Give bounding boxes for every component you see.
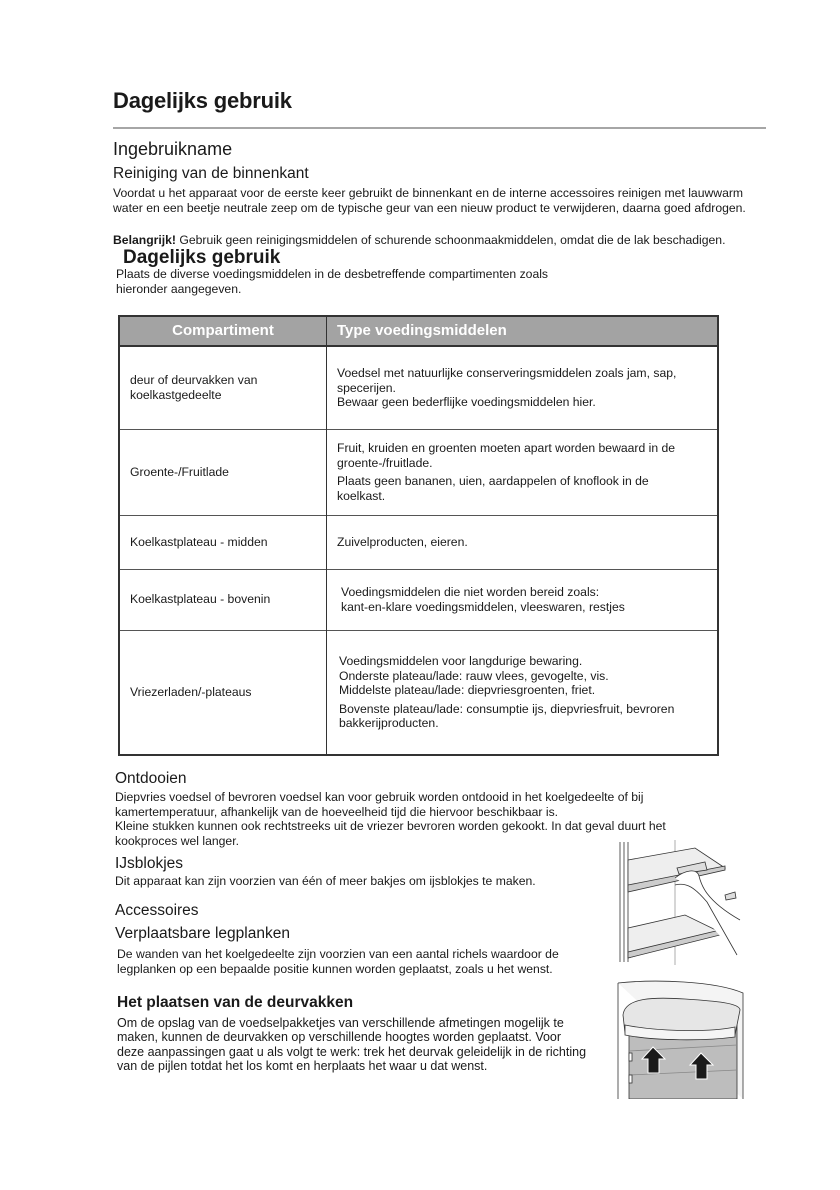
defrosting-text-1: Diepvries voedsel of bevroren voedsel kan voor gebruik worden ontdooid in het koelgedeelte of bij kamertemperatuur, afhankelijk van de hoeveelheid tijd die hiervoor beschikbaar is.: [115, 790, 644, 819]
table-row: [119, 429, 718, 515]
title-divider: [113, 127, 766, 129]
section-heading-ingebruikname: Ingebruikname: [113, 139, 233, 159]
subheading-movable-shelves: Verplaatsbare legplanken: [115, 925, 290, 942]
food-type-cell: [327, 429, 719, 515]
compartment-cell: [119, 515, 327, 569]
food-line: Bovenste plateau/lade: consumptie ijs, diepvriesfruit, bevroren bakkerijproducten.: [339, 701, 675, 730]
compartment-label: deur of deurvakken van koelkastgedeelte: [130, 373, 258, 402]
food-line: Bewaar geen bederflijke voedingsmiddelen hier.: [337, 395, 596, 409]
compartment-label: Groente-/Fruitlade: [130, 464, 229, 479]
important-text: Gebruik geen reinigingsmiddelen of schurende schoonmaakmiddelen, omdat die de lak beschadigen.: [176, 233, 726, 247]
important-label: Belangrijk!: [113, 233, 176, 247]
subheading-door-shelves: Het plaatsen van de deurvakken: [117, 994, 354, 1011]
cleaning-paragraph: Voordat u het apparaat voor de eerste keer gebruikt de binnenkant en de interne accessoires reinigen met lauwwarm water en een beetje neutrale zeep om de typische geur van een nieuw product te verwijderen, daarna goed afdrogen.: [113, 186, 746, 215]
subheading-cleaning: Reiniging van de binnenkant: [113, 165, 309, 182]
ice-cubes-paragraph: Dit apparaat kan zijn voorzien van één of meer bakjes om ijsblokjes te maken.: [115, 874, 536, 888]
page-title: Dagelijks gebruik: [113, 88, 292, 113]
food-line: Voedsel met natuurlijke conserveringsmiddelen zoals jam, sap, specerijen.: [337, 366, 677, 395]
compartment-label: Koelkastplateau - bovenin: [130, 592, 271, 607]
defrosting-text-2: Kleine stukken kunnen ook rechtstreeks uit de vriezer bevroren worden gekookt. In dat geval duurt het kookproces wel langer.: [115, 819, 666, 848]
shelf-placement-illustration: [615, 840, 745, 965]
food-line: Voedingsmiddelen voor langdurige bewaring.: [339, 654, 583, 668]
table-header-row: [119, 316, 718, 346]
header-compartment: Compartiment: [119, 316, 327, 346]
movable-shelves-paragraph: De wanden van het koelgedeelte zijn voorzien van een aantal richels waardoor de legplanken op een bepaalde positie kunnen worden geplaatst, zoals u het wenst.: [117, 947, 559, 976]
compartment-label: Vriezerladen/-plateaus: [130, 685, 252, 699]
table-row: [119, 346, 718, 429]
food-line: Onderste plateau/lade: rauw vlees, gevogelte, vis.: [339, 668, 609, 683]
header-food-type: Type voedingsmiddelen: [327, 316, 719, 346]
door-shelves-paragraph: Om de opslag van de voedselpakketjes van verschillende afmetingen mogelijk te maken, kunnen de deurvakken op verschillende hoogtes worden geplaatst. Voor deze aanpassingen gaat u als volgt te werk: trek het deurvak geleidelijk in de richting van de pijlen totdat het los komt en herplaats het waar u dat wenst.: [117, 1016, 587, 1073]
important-note: [113, 233, 783, 248]
food-line: Fruit, kruiden en groenten moeten apart worden bewaard in de groente-/fruitlade.: [337, 441, 676, 470]
food-storage-table: [118, 315, 719, 756]
food-line: Middelste plateau/lade: diepvriesgroenten, friet.: [339, 683, 596, 697]
section-heading-defrosting: Ontdooien: [115, 770, 187, 787]
food-type-cell: [327, 346, 719, 429]
food-line: Plaats geen bananen, uien, aardappelen of knoflook in de koelkast.: [337, 474, 649, 503]
table-row: [119, 569, 718, 630]
compartment-cell: [119, 429, 327, 515]
door-shelf-illustration: [615, 975, 747, 1099]
food-type-cell: [327, 630, 719, 755]
compartment-cell: [119, 630, 327, 755]
food-line: kant-en-klare voedingsmiddelen, vleeswaren, restjes: [341, 599, 625, 614]
compartment-cell: [119, 346, 327, 429]
food-type-cell: [327, 569, 719, 630]
compartment-label: Koelkastplateau - midden: [130, 534, 268, 549]
section-heading-ice-cubes: IJsblokjes: [115, 855, 184, 872]
section-heading-accessories: Accessoires: [115, 902, 199, 919]
table-row: [119, 515, 718, 569]
section-heading-daily-use: Dagelijks gebruik: [123, 247, 281, 268]
food-line: Voedingsmiddelen die niet worden bereid zoals:: [341, 585, 600, 599]
daily-use-intro: Plaats de diverse voedingsmiddelen in de desbetreffende compartimenten zoals hieronder aangegeven.: [116, 267, 549, 296]
table-row: [119, 630, 718, 755]
compartment-cell: [119, 569, 327, 630]
food-type-cell: [327, 515, 719, 569]
food-line: Zuivelproducten, eieren.: [337, 534, 468, 549]
